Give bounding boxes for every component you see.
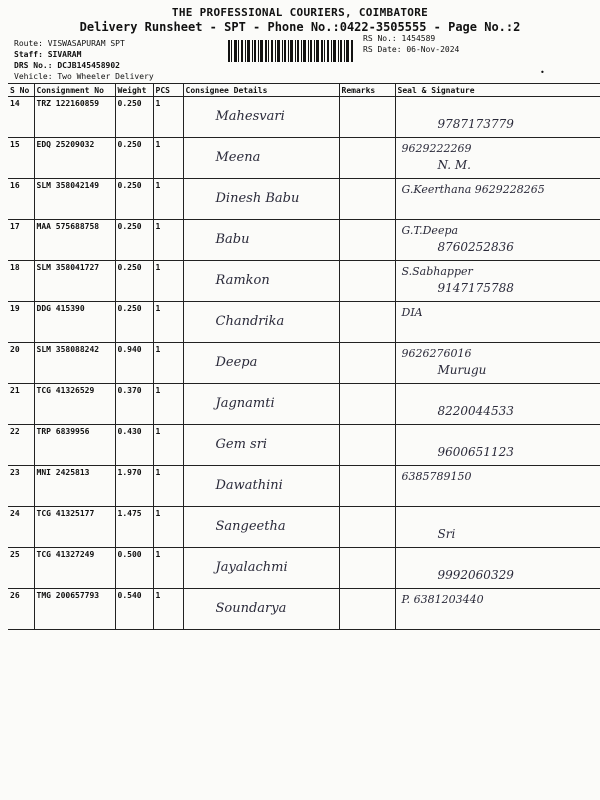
sno-cell: 17 (8, 220, 34, 261)
pcs-cell: 1 (153, 343, 183, 384)
ink-mark: • (540, 68, 545, 77)
table-row (8, 179, 600, 220)
weight-cell: 0.940 (115, 343, 153, 384)
table-row (8, 548, 600, 589)
signature-line-1: 6385789150 (401, 470, 472, 483)
weight-cell: 0.540 (115, 589, 153, 630)
signature-line-1: 9626276016 (401, 347, 472, 360)
consignee-handwritten-name: Deepa (215, 355, 258, 370)
consignment-cell: SLM 358088242 (34, 343, 115, 384)
table-row (8, 220, 600, 261)
sno-cell: 22 (8, 425, 34, 466)
signature-cell (395, 425, 600, 466)
col-sno: S No (8, 84, 34, 97)
sno-cell: 15 (8, 138, 34, 179)
pcs-cell: 1 (153, 425, 183, 466)
company-title: THE PROFESSIONAL COURIERS, COIMBATORE (171, 6, 429, 19)
signature-cell (395, 220, 600, 261)
table-row (8, 97, 600, 138)
consignment-cell: DDG 415390 (34, 302, 115, 343)
table-row (8, 507, 600, 548)
signature-cell (395, 466, 600, 507)
consignee-cell (183, 97, 339, 138)
table-header-row (8, 84, 600, 97)
pcs-cell: 1 (153, 220, 183, 261)
weight-cell: 0.370 (115, 384, 153, 425)
vehicle-label: Vehicle: Two Wheeler Delivery (14, 72, 154, 81)
consignee-handwritten-name: Ramkon (215, 273, 270, 288)
weight-cell: 0.250 (115, 138, 153, 179)
table-row (8, 138, 600, 179)
sno-cell: 20 (8, 343, 34, 384)
consignee-cell (183, 507, 339, 548)
signature-line-1: S.Sabhapper (401, 265, 473, 278)
consignee-cell (183, 261, 339, 302)
consignee-cell (183, 589, 339, 630)
weight-cell: 0.250 (115, 302, 153, 343)
consignee-handwritten-name: Dawathini (215, 478, 283, 493)
consignee-handwritten-name: Soundarya (215, 601, 287, 616)
signature-line-2: Sri (437, 527, 456, 541)
consignment-cell: TCG 41327249 (34, 548, 115, 589)
signature-cell (395, 548, 600, 589)
consignment-cell: TCG 41325177 (34, 507, 115, 548)
signature-line-1: G.Keerthana 9629228265 (401, 183, 545, 196)
col-consignment: Consignment No (34, 84, 115, 97)
weight-cell: 0.500 (115, 548, 153, 589)
signature-line-2: 8220044533 (437, 404, 514, 418)
runsheet-subtitle: Delivery Runsheet - SPT - Phone No.:0422-3505555 - Page No.:2 (79, 20, 521, 34)
remarks-cell (339, 548, 395, 589)
signature-cell (395, 302, 600, 343)
sno-cell: 25 (8, 548, 34, 589)
signature-line-2: 9600651123 (437, 445, 514, 459)
consignee-cell (183, 220, 339, 261)
consignment-cell: EDQ 25209032 (34, 138, 115, 179)
consignee-cell (183, 138, 339, 179)
pcs-cell: 1 (153, 548, 183, 589)
signature-line-1: P. 6381203440 (401, 593, 484, 606)
table-row (8, 384, 600, 425)
signature-cell (395, 507, 600, 548)
consignee-handwritten-name: Sangeetha (215, 519, 286, 534)
signature-line-2: Murugu (437, 363, 487, 377)
pcs-cell: 1 (153, 302, 183, 343)
signature-cell (395, 384, 600, 425)
consignee-handwritten-name: Dinesh Babu (215, 191, 300, 206)
consignment-cell: SLM 358042149 (34, 179, 115, 220)
remarks-cell (339, 179, 395, 220)
signature-line-2: N. M. (437, 158, 471, 172)
signature-cell (395, 179, 600, 220)
consignee-handwritten-name: Mahesvari (215, 109, 285, 124)
col-pcs: PCS (153, 84, 183, 97)
table-row (8, 466, 600, 507)
weight-cell: 0.430 (115, 425, 153, 466)
col-consignee: Consignee Details (183, 84, 339, 97)
signature-line-2: 8760252836 (437, 240, 514, 254)
sno-cell: 14 (8, 97, 34, 138)
remarks-cell (339, 466, 395, 507)
table-row (8, 302, 600, 343)
consignee-cell (183, 302, 339, 343)
signature-line-2: 9147175788 (437, 281, 514, 295)
rs-date: RS Date: 06-Nov-2024 (363, 45, 460, 54)
pcs-cell: 1 (153, 97, 183, 138)
signature-cell (395, 261, 600, 302)
consignment-cell: TCG 41326529 (34, 384, 115, 425)
pcs-cell: 1 (153, 507, 183, 548)
remarks-cell (339, 507, 395, 548)
weight-cell: 0.250 (115, 97, 153, 138)
consignee-cell (183, 466, 339, 507)
weight-cell: 0.250 (115, 179, 153, 220)
consignee-cell (183, 343, 339, 384)
consignment-cell: TMG 200657793 (34, 589, 115, 630)
col-remarks: Remarks (339, 84, 395, 97)
consignee-cell (183, 179, 339, 220)
signature-line-1: DIA (401, 306, 423, 319)
consignee-handwritten-name: Jayalachmi (215, 560, 288, 575)
sno-cell: 16 (8, 179, 34, 220)
signature-line-2: 9992060329 (437, 568, 514, 582)
remarks-cell (339, 261, 395, 302)
signature-cell (395, 343, 600, 384)
table-row (8, 343, 600, 384)
remarks-cell (339, 384, 395, 425)
signature-line-2: 9787173779 (437, 117, 514, 131)
consignment-cell: SLM 358041727 (34, 261, 115, 302)
signature-cell (395, 97, 600, 138)
remarks-cell (339, 138, 395, 179)
consignee-handwritten-name: Gem sri (215, 437, 268, 452)
weight-cell: 1.970 (115, 466, 153, 507)
table-row (8, 425, 600, 466)
drs-number: DRS No.: DCJB145458902 (14, 61, 120, 70)
remarks-cell (339, 97, 395, 138)
col-signature: Seal & Signature (395, 84, 600, 97)
rs-number: RS No.: 1454589 (363, 34, 436, 43)
runsheet-table (8, 83, 600, 630)
sno-cell: 19 (8, 302, 34, 343)
route-label: Route: VISWASAPURAM SPT (14, 39, 125, 48)
consignee-handwritten-name: Chandrika (215, 314, 285, 329)
signature-line-1: G.T.Deepa (401, 224, 459, 237)
table-row (8, 589, 600, 630)
consignment-cell: TRZ 122160859 (34, 97, 115, 138)
sno-cell: 21 (8, 384, 34, 425)
pcs-cell: 1 (153, 384, 183, 425)
remarks-cell (339, 220, 395, 261)
remarks-cell (339, 589, 395, 630)
consignee-handwritten-name: Babu (215, 232, 250, 247)
signature-cell (395, 589, 600, 630)
consignee-cell (183, 548, 339, 589)
pcs-cell: 1 (153, 261, 183, 302)
consignment-cell: MNI 2425813 (34, 466, 115, 507)
pcs-cell: 1 (153, 589, 183, 630)
pcs-cell: 1 (153, 466, 183, 507)
sno-cell: 23 (8, 466, 34, 507)
consignee-handwritten-name: Jagnamti (215, 396, 275, 411)
remarks-cell (339, 302, 395, 343)
consignee-cell (183, 384, 339, 425)
weight-cell: 1.475 (115, 507, 153, 548)
signature-line-1: 9629222269 (401, 142, 472, 155)
barcode-image (228, 40, 354, 62)
sno-cell: 24 (8, 507, 34, 548)
pcs-cell: 1 (153, 138, 183, 179)
sno-cell: 26 (8, 589, 34, 630)
consignment-cell: TRP 6839956 (34, 425, 115, 466)
col-weight: Weight (115, 84, 153, 97)
weight-cell: 0.250 (115, 261, 153, 302)
consignee-handwritten-name: Meena (215, 150, 261, 165)
consignee-cell (183, 425, 339, 466)
table-row (8, 261, 600, 302)
staff-label: Staff: SIVARAM (14, 50, 82, 59)
sno-cell: 18 (8, 261, 34, 302)
consignment-cell: MAA 575688758 (34, 220, 115, 261)
weight-cell: 0.250 (115, 220, 153, 261)
signature-cell (395, 138, 600, 179)
pcs-cell: 1 (153, 179, 183, 220)
remarks-cell (339, 425, 395, 466)
remarks-cell (339, 343, 395, 384)
